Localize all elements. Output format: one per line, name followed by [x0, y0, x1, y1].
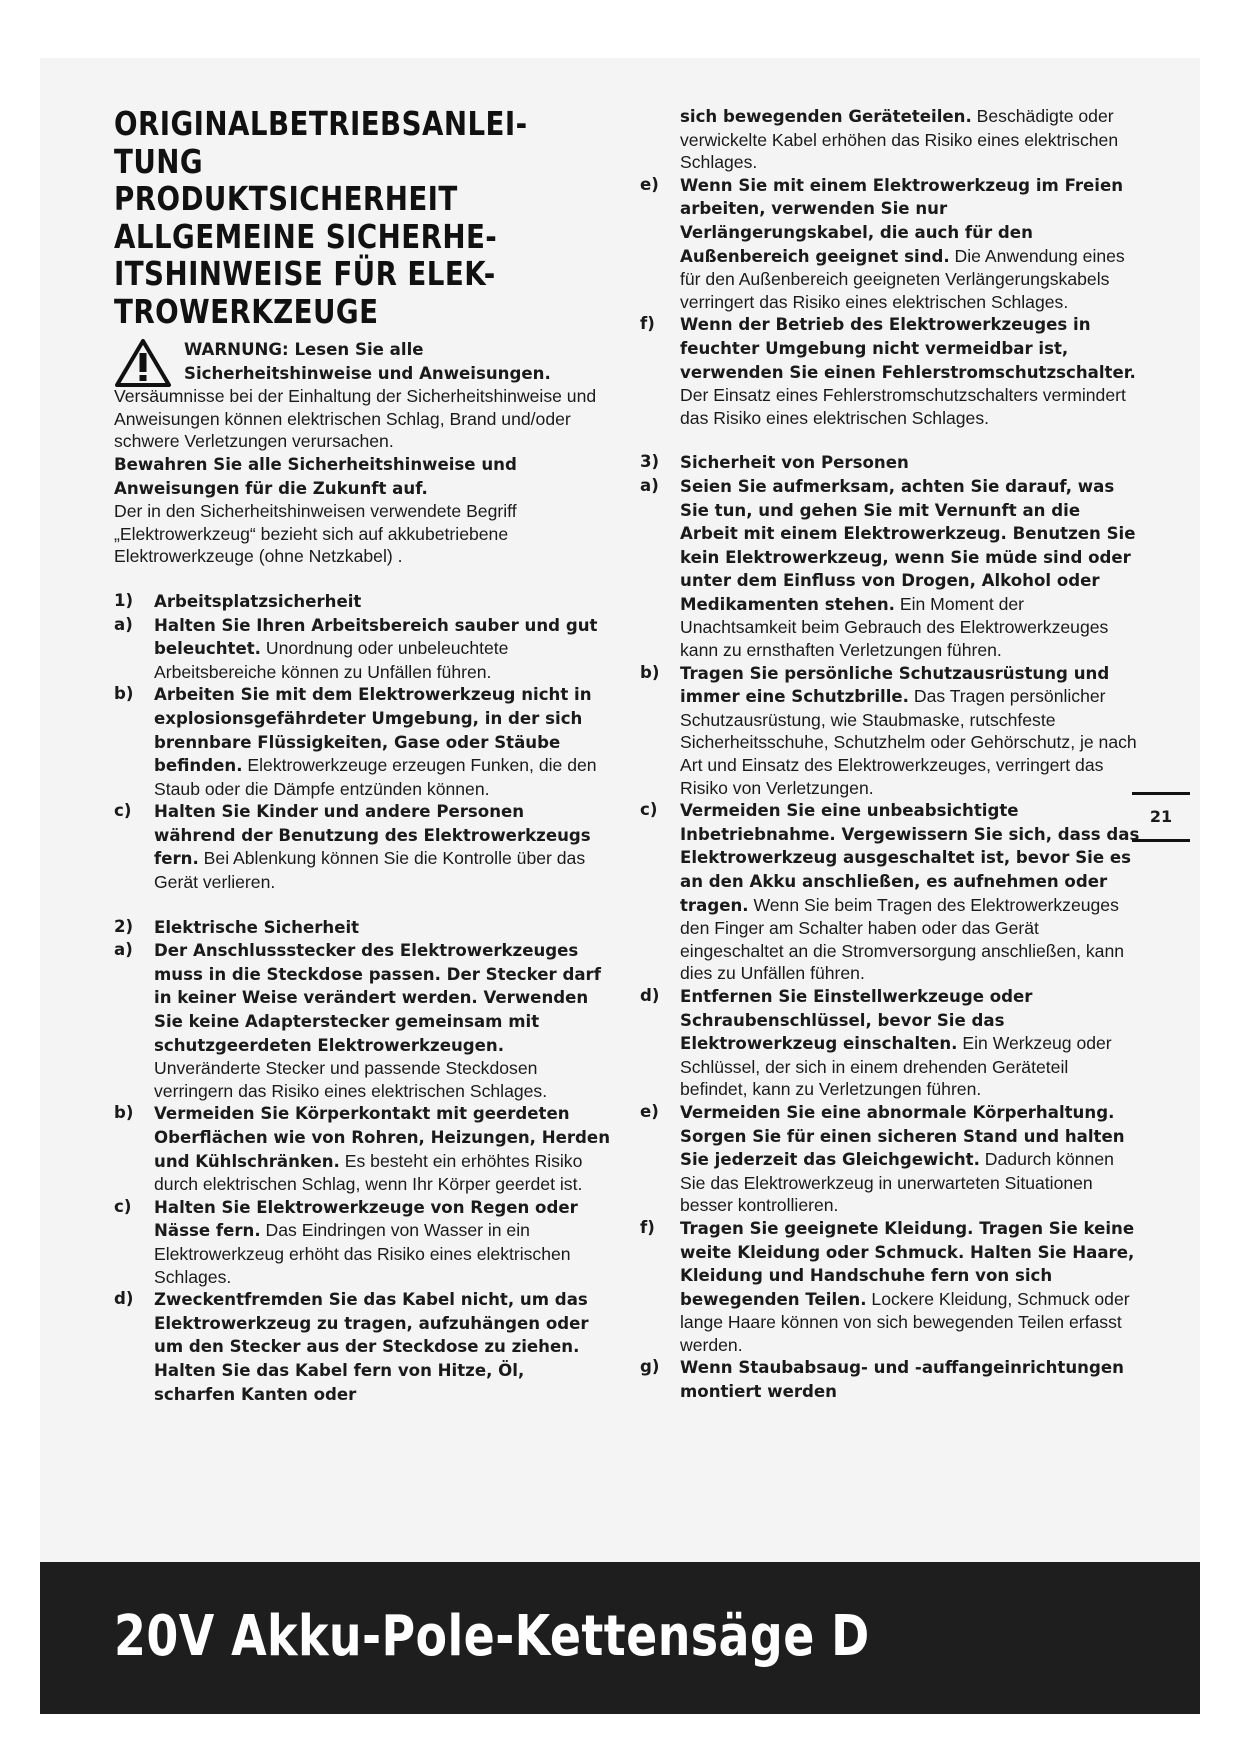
item-bold: sich bewegenden Geräteteilen.	[680, 107, 972, 126]
item-bold: Halten Sie Elektrowerkzeuge von Regen oder Nässe fern.	[154, 1197, 578, 1241]
item-bold: Wenn der Betrieb des Elektrowerkzeuges in feuchter Umgebung nicht vermeidbar ist, verwenden Sie einen Fehlerstromschutzschalter.	[680, 315, 1136, 382]
list-item	[114, 683, 610, 800]
heading-line: ALLGEMEINE SICHERHE-	[114, 216, 498, 256]
list-item	[640, 662, 1140, 800]
item-label: a)	[114, 614, 133, 634]
list-item	[114, 1102, 610, 1195]
item-text: Die Anwendung eines für den Außenbereich geeigneten Verlängerungskabels verringert das Risiko eines elektrischen Schlages.	[680, 245, 1125, 312]
section-heading	[114, 916, 610, 940]
heading-line: ORIGINALBETRIEBSANLEI-	[114, 104, 528, 143]
section-number: 1)	[114, 590, 134, 610]
item-text: Ein Werkzeug oder Schlüssel, der sich in einem drehenden Geräteteil befindet, kann zu Verletzungen führen.	[680, 1033, 1112, 1100]
item-bold: Der Anschlussstecker des Elektrowerkzeuges muss in die Steckdose passen. Der Stecker darf in keiner Weise verändert werden. Verwenden Sie keine Adapterstecker gemeinsam mit schutzgeerdeten Elektrowerkzeugen.	[154, 941, 601, 1055]
item-label: c)	[114, 801, 132, 821]
list-item	[114, 1288, 610, 1406]
page-number-box	[1132, 792, 1190, 842]
item-text: Unordnung oder unbeleuchtete Arbeitsbereiche können zu Unfällen führen.	[154, 638, 509, 682]
item-label: b)	[640, 662, 660, 682]
item-bold: Tragen Sie persönliche Schutzausrüstung und immer eine Schutzbrille.	[680, 663, 1110, 707]
product-title: 20V Akku-Pole-Kettensäge D	[114, 1604, 870, 1669]
heading-line: TUNG	[114, 141, 204, 181]
warning-block	[114, 338, 610, 385]
item-text: Es besteht ein erhöhtes Risiko durch elektrischen Schlag, wenn Ihr Körper geerdet ist.	[154, 1150, 583, 1195]
section-title: Elektrische Sicherheit	[154, 917, 360, 937]
item-bold: Vermeiden Sie eine abnormale Körperhaltung. Sorgen Sie für einen sicheren Stand und halten Sie jederzeit das Gleichgewicht.	[680, 1102, 1125, 1170]
item-text: Wenn Sie beim Tragen des Elektrowerkzeuges den Finger am Schalter haben oder das Gerät eingeschaltet an die Stromversorgung anschließen, kann dies zu Unfällen führen.	[680, 894, 1125, 984]
item-label: d)	[114, 1289, 134, 1309]
item-text: Beschädigte oder verwickelte Kabel erhöhen das Risiko eines elektrischen Schlages.	[680, 106, 1119, 173]
item-bold: Seien Sie aufmerksam, achten Sie darauf, was Sie tun, und gehen Sie mit Vernunft an die Arbeit mit einem Elektrowerkzeug. Benutzen Sie kein Elektrowerkzeug, wenn Sie müde sind oder unter dem Einfluss von Drogen, Alkohol oder Medikamenten stehen.	[680, 476, 1136, 614]
item-bold: Halten Sie Ihren Arbeitsbereich sauber und gut beleuchtet.	[154, 615, 598, 659]
keep-instructions: Bewahren Sie alle Sicherheitshinweise und Anweisungen für die Zukunft auf.	[114, 454, 517, 498]
footer-banner	[40, 1562, 1200, 1714]
left-column	[114, 105, 610, 1406]
item-label: e)	[640, 1101, 659, 1121]
item-bold: Wenn Staubabsaug- und -auffangeinrichtungen montiert werden	[680, 1358, 1124, 1402]
item-bold: Vermeiden Sie eine unbeabsichtigte Inbetriebnahme. Vergewissern Sie sich, dass das Elektrowerkzeug ausgeschaltet ist, bevor Sie es an den Akku anschließen, es aufnehmen oder tragen.	[680, 801, 1140, 915]
item-text: Unveränderte Stecker und passende Steckdosen verringern das Risiko eines elektrischen Schlages.	[154, 1058, 548, 1101]
item-label: b)	[114, 684, 134, 704]
item-bold: Tragen Sie geeignete Kleidung. Tragen Sie keine weite Kleidung oder Schmuck. Halten Sie Haare, Kleidung und Handschuhe fern von sich bewegenden Teilen.	[680, 1218, 1135, 1309]
item-text: Das Eindringen von Wasser in ein Elektrowerkzeug erhöht das Risiko eines elektrischen Schlages.	[154, 1220, 571, 1287]
page-number: 21	[1149, 807, 1173, 826]
section-title: Arbeitsplatzsicherheit	[154, 591, 362, 611]
heading-line: PRODUKTSICHERHEIT	[114, 179, 458, 218]
main-heading	[114, 105, 618, 330]
list-item	[640, 313, 1140, 429]
item-text: Elektrowerkzeuge erzeugen Funken, die den Staub oder die Dämpfe entzünden können.	[154, 755, 597, 799]
item-label: a)	[114, 940, 133, 960]
warning-triangle-icon	[114, 338, 172, 388]
item-bold: Vermeiden Sie Körperkontakt mit geerdeten Oberflächen wie von Rohren, Heizungen, Herden und Kühlschränken.	[154, 1104, 611, 1171]
list-item	[640, 1101, 1140, 1217]
item-text: Der Einsatz eines Fehlerstromschutzschalters vermindert das Risiko eines elektrischen Schlages.	[680, 385, 1126, 428]
list-item	[114, 1196, 610, 1288]
item-label: f)	[640, 1217, 655, 1237]
heading-line: TROWERKZEUGE	[114, 291, 379, 331]
list-item	[114, 939, 610, 1102]
item-label: d)	[640, 985, 660, 1005]
item-label: b)	[114, 1103, 134, 1123]
item-text: Bei Ablenkung können Sie die Kontrolle über das Gerät verlieren.	[154, 848, 586, 893]
section-number: 2)	[114, 916, 134, 936]
item-bold: Halten Sie Kinder und andere Personen während der Benutzung des Elektrowerkzeugs fern.	[154, 802, 591, 869]
list-item	[640, 985, 1140, 1101]
right-column	[640, 105, 1140, 1404]
section-heading	[114, 590, 610, 614]
list-item-continued	[640, 105, 1140, 174]
item-bold: Arbeiten Sie mit dem Elektrowerkzeug nicht in explosionsgefährdeter Umgebung, in der sich brennbare Flüssigkeiten, Gase oder Stäube befinden.	[154, 685, 592, 776]
warning-text: Versäumnisse bei der Einhaltung der Sicherheitshinweise und Anweisungen können elektrischen Schlag, Brand und/oder schwere Verletzungen verursachen.	[114, 386, 597, 452]
list-item	[640, 1217, 1140, 1357]
list-item	[640, 174, 1140, 314]
section-heading	[640, 451, 1140, 475]
item-bold: Wenn Sie mit einem Elektrowerkzeug im Freien arbeiten, verwenden Sie nur Verlängerungskabel, die auch für den Außenbereich geeignet sind.	[680, 175, 1124, 266]
item-bold: Entfernen Sie Einstellwerkzeuge oder Schraubenschlüssel, bevor Sie das Elektrowerkzeug einschalten.	[680, 986, 1033, 1054]
item-label: c)	[114, 1196, 132, 1216]
list-item	[640, 475, 1140, 662]
item-label: f)	[640, 314, 655, 334]
item-label: a)	[640, 475, 659, 495]
warning-title: WARNUNG: Lesen Sie alle Sicherheitshinweise und Anweisungen.	[184, 340, 551, 383]
list-item	[640, 1356, 1140, 1403]
heading-line: ITSHINWEISE FÜR ELEK-	[114, 254, 496, 293]
list-item	[114, 800, 610, 893]
term-definition: Der in den Sicherheitshinweisen verwendete Begriff „Elektrowerkzeug“ bezieht sich auf akkubetriebene Elektrowerkzeuge (ohne Netzkabel) .	[114, 501, 517, 567]
list-item	[640, 799, 1140, 985]
item-label: g)	[640, 1357, 660, 1377]
item-text: Dadurch können Sie das Elektrowerkzeug in unerwarteten Situationen besser kontrollieren.	[680, 1149, 1114, 1216]
list-item	[114, 614, 610, 684]
item-text: Das Tragen persönlicher Schutzausrüstung, wie Staubmaske, rutschfeste Sicherheitsschuhe, Schutzhelm oder Gehörschutz, je nach Art und Einsatz des Elektrowerkzeuges, verringert das Risiko von Verletzungen.	[680, 686, 1137, 798]
item-text: Lockere Kleidung, Schmuck oder lange Haare können von sich bewegenden Teilen erfasst werden.	[680, 1288, 1130, 1355]
item-text: Ein Moment der Unachtsamkeit beim Gebrauch des Elektrowerkzeuges kann zu ernsthaften Verletzungen führen.	[680, 593, 1109, 661]
item-label: c)	[640, 800, 658, 820]
item-bold: Zweckentfremden Sie das Kabel nicht, um das Elektrowerkzeug zu tragen, aufzuhängen oder um den Stecker aus der Steckdose zu ziehen. Halten Sie das Kabel fern von Hitze, Öl, scharfen Kanten oder	[154, 1290, 589, 1404]
section-number: 3)	[640, 452, 660, 472]
item-label: e)	[640, 174, 659, 194]
section-title: Sicherheit von Personen	[680, 453, 909, 473]
